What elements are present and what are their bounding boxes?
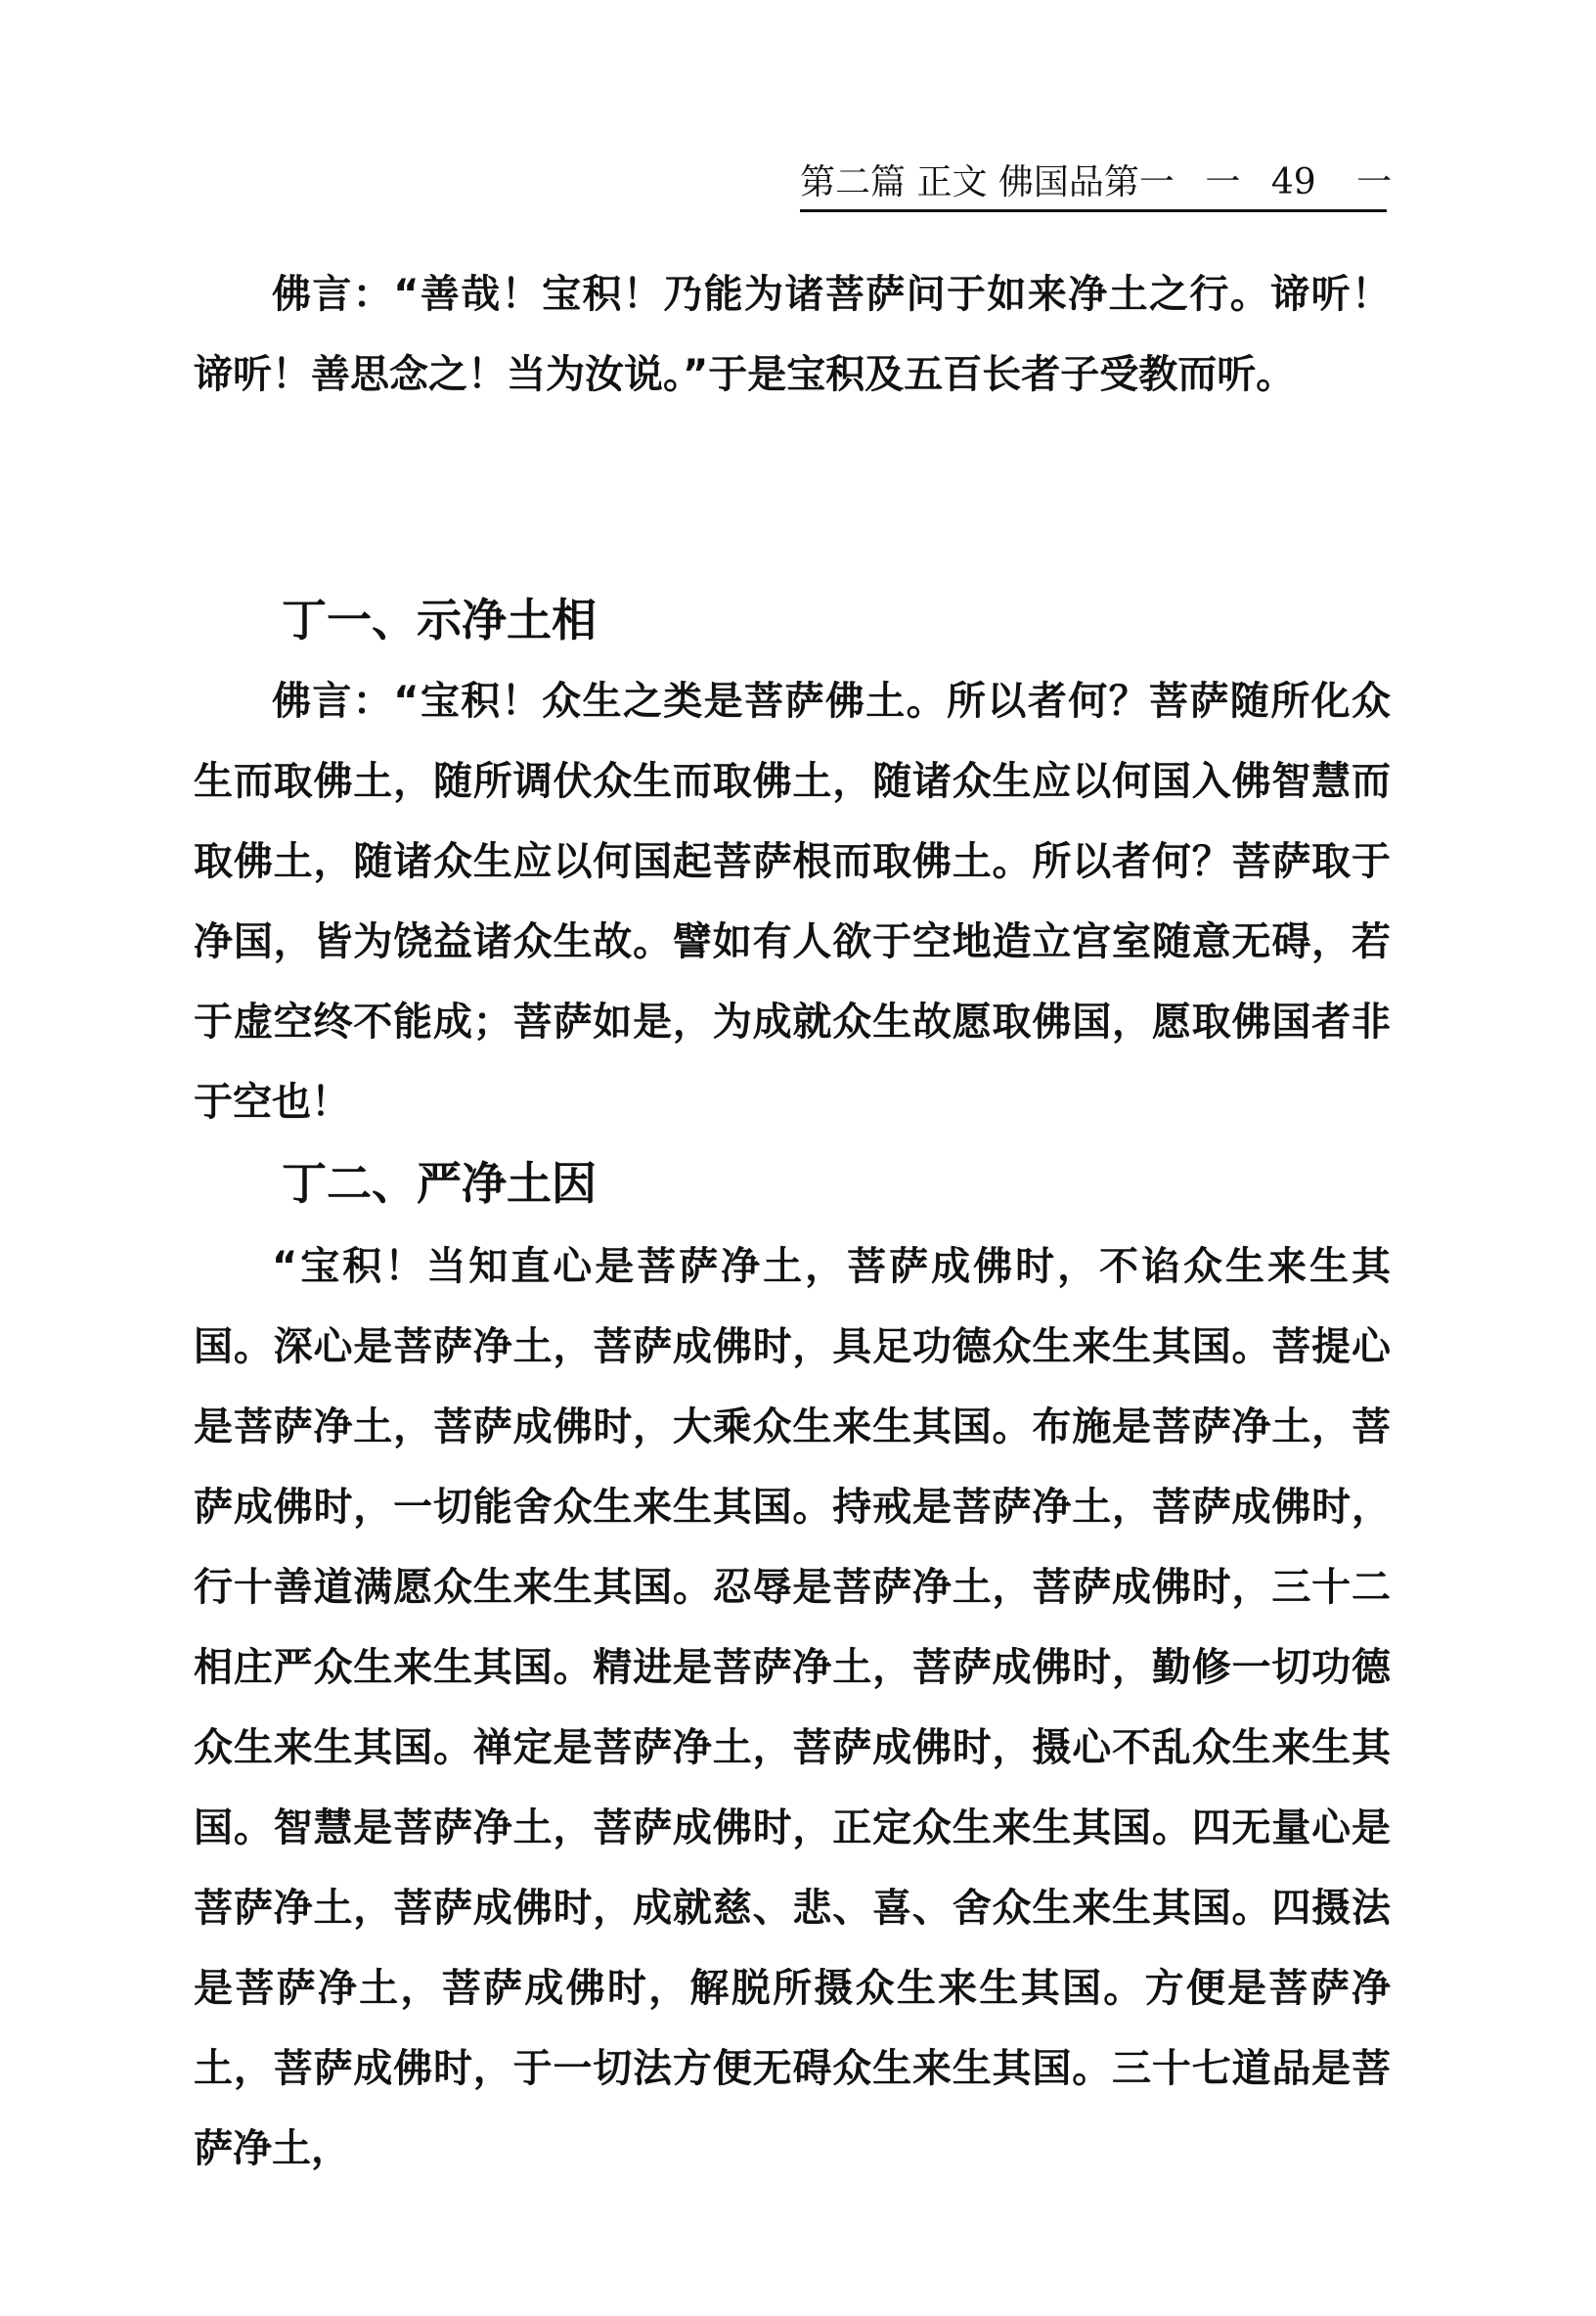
paragraph-pure-land-aspect: 佛言：“宝积！众生之类是菩萨佛土。所以者何？菩萨随所化众生而取佛土，随所调伏众生而取佛土，随诸众生应以何国入佛智慧而取佛土，随诸众生应以何国起菩萨根而取佛土。所以者何？菩萨取于净国，皆为饶益诸众生故。譬如有人欲于空地造立宫室随意无碍，若于虚空终不能成；菩萨如是，为成就众生故愿取佛国，愿取佛国者非于空也！: [194, 679, 1391, 1125]
header-page-dash-right: 一: [1356, 162, 1393, 202]
paragraph-pure-land-cause: “宝积！当知直心是菩萨净土，菩萨成佛时，不谄众生来生其国。深心是菩萨净土，菩萨成佛时，具足功德众生来生其国。菩提心是菩萨净土，菩萨成佛时，大乘众生来生其国。布施是菩萨净土，菩萨成佛时，一切能舍众生来生其国。持戒是菩萨净土，菩萨成佛时，行十善道满愿众生来生其国。忍辱是菩萨净土，菩萨成佛时，三十二相庄严众生来生其国。精进是菩萨净土，菩萨成佛时，勤修一切功德众生来生其国。禅定是菩萨净土，菩萨成佛时，摄心不乱众生来生其国。智慧是菩萨净土，菩萨成佛时，正定众生来生其国。四无量心是菩萨净土，菩萨成佛时，成就慈、悲、喜、舍众生来生其国。四摄法是菩萨净土，菩萨成佛时，解脱所摄众生来生其国。方便是菩萨净土，菩萨成佛时，于一切法方便无碍众生来生其国。三十七道品是菩萨净土，: [194, 1244, 1391, 2171]
header-section-title: 第二篇 正文 佛国品第一: [800, 162, 1175, 202]
header-page-dash-left: 一: [1205, 162, 1241, 202]
section-heading-pure-land-cause: 丁二、严净土因: [282, 1157, 597, 1210]
paragraph-buddha-speaks: 佛言：“善哉！宝积！乃能为诸菩萨问于如来净土之行。谛听！谛听！善思念之！当为汝说。”于是宝积及五百长者子受教而听。: [194, 272, 1391, 397]
running-header: [800, 156, 1393, 212]
section-heading-pure-land-aspect: 丁一、示净土相: [282, 594, 597, 646]
header-page-number: 49: [1270, 162, 1316, 202]
